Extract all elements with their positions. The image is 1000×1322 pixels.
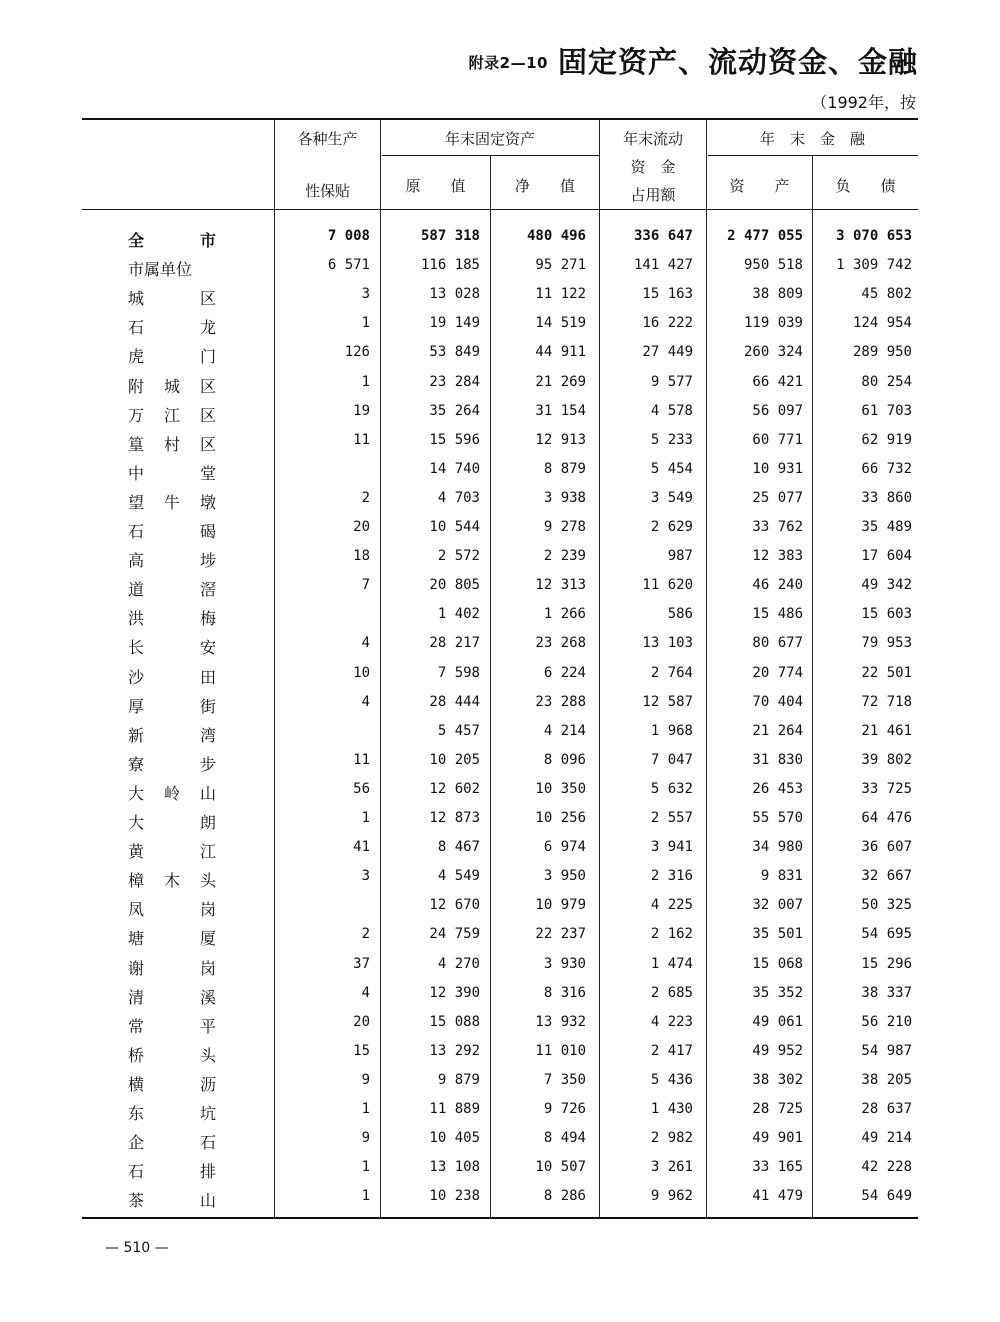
table-row [0,1101,1000,1130]
table-row [0,665,1000,694]
cell-c2: 10 205 [429,751,480,768]
cell-c6: 49 214 [861,1130,912,1147]
row-region-name: 寮步 [128,754,216,774]
cell-c1: 1 [361,1159,370,1176]
cell-c4: 987 [667,548,693,565]
table-row [0,1188,1000,1217]
cell-c1: 11 [353,751,370,768]
table-row [0,519,1000,548]
cell-c6: 64 476 [861,810,912,826]
cell-c1: 6 571 [327,257,370,274]
cell-c1: 7 008 [327,228,370,244]
cell-c1: 18 [353,548,370,565]
cell-c4: 9 577 [650,373,693,390]
row-region-name: 常平 [128,1016,216,1036]
cell-c3: 1 266 [543,606,586,623]
page-number: — 510 — [105,1240,169,1256]
cell-c4: 586 [667,606,693,623]
table-row [0,432,1000,461]
cell-c6: 3 070 653 [836,228,912,244]
cell-c2: 2 572 [437,548,480,565]
row-region-name: 虎门 [128,347,216,367]
table-row [0,577,1000,606]
cell-c6: 39 802 [861,751,912,768]
cell-c2: 587 318 [420,228,480,244]
cell-c4: 2 557 [650,810,693,826]
cell-c5: 70 404 [752,693,803,710]
cell-c5: 49 952 [752,1042,803,1059]
cell-c3: 22 237 [535,926,586,943]
cell-c6: 72 718 [861,693,912,710]
row-region-name: 洪梅 [128,609,216,629]
cell-c5: 15 486 [752,606,803,623]
cell-c2: 10 544 [429,519,480,535]
cell-c4: 5 233 [650,431,693,448]
cell-c6: 22 501 [861,664,912,681]
cell-c2: 12 873 [429,810,480,826]
cell-c6: 124 954 [852,315,912,332]
row-region-name: 大朗 [128,813,216,832]
cell-c5: 28 725 [752,1101,803,1117]
cell-c3: 12 313 [535,577,586,594]
table-title: 固定资产、流动资金、金融 [557,45,918,79]
cell-c1: 20 [353,519,370,535]
table-row [0,868,1000,897]
cell-c2: 13 108 [429,1159,480,1176]
cell-c2: 7 598 [437,664,480,681]
table-bottom-rule [82,1217,918,1219]
table-row [0,1159,1000,1188]
cell-c1: 56 [353,780,370,797]
table-row [0,548,1000,577]
table-row [0,956,1000,985]
table-row [0,286,1000,315]
header-fixed-assets: 年末固定资产 [444,130,535,148]
cell-c3: 6 974 [543,839,586,856]
row-region-name: 全市 [128,231,216,250]
cell-c3: 6 224 [543,664,586,681]
cell-c2: 116 185 [420,257,480,274]
cell-c5: 38 809 [752,286,803,303]
row-region-name: 黄江 [128,842,216,862]
cell-c6: 56 210 [861,1013,912,1030]
cell-c2: 11 889 [429,1101,480,1117]
row-region-name: 企石 [128,1133,216,1153]
table-row [0,461,1000,490]
group-rule-fixed [382,155,600,156]
cell-c2: 19 149 [429,315,480,332]
table-subtitle: （1992年，按 [811,93,916,112]
table-row [0,490,1000,519]
header-finance-assets: 资 产 [729,177,790,195]
table-row [0,926,1000,955]
cell-c5: 26 453 [752,780,803,797]
cell-c4: 2 417 [650,1042,693,1059]
cell-c3: 10 507 [535,1159,586,1176]
cell-c5: 21 264 [752,722,803,739]
cell-c2: 20 805 [429,577,480,594]
cell-c4: 4 578 [650,402,693,419]
cell-c1: 4 [361,984,370,1001]
cell-c3: 13 932 [535,1013,586,1030]
cell-c6: 289 950 [852,344,912,361]
page-title [469,40,918,81]
cell-c4: 141 427 [633,257,693,274]
cell-c1: 20 [353,1013,370,1030]
cell-c5: 66 421 [752,373,803,390]
table-row [0,1072,1000,1101]
cell-c4: 336 647 [633,228,693,244]
cell-c2: 14 740 [429,460,480,477]
row-region-name: 高埗 [128,551,216,571]
table-row [0,752,1000,781]
cell-c1: 9 [361,1130,370,1147]
row-region-name: 附城区 [128,376,216,396]
cell-c2: 5 457 [437,722,480,739]
cell-c6: 54 695 [861,926,912,943]
cell-c3: 14 519 [535,315,586,332]
cell-c5: 46 240 [752,577,803,594]
cell-c6: 80 254 [861,373,912,390]
cell-c5: 34 980 [752,839,803,856]
cell-c5: 32 007 [752,897,803,914]
cell-c3: 12 913 [535,431,586,448]
cell-c3: 8 096 [543,751,586,768]
cell-c4: 5 632 [650,780,693,797]
cell-c2: 13 292 [429,1042,480,1059]
cell-c6: 15 603 [861,606,912,623]
cell-c3: 11 010 [535,1042,586,1059]
cell-c6: 33 860 [861,489,912,506]
cell-c4: 2 982 [650,1130,693,1147]
header-current-bottom: 占用额 [630,186,676,204]
cell-c3: 8 494 [543,1130,586,1147]
row-region-name: 桥头 [128,1045,216,1065]
table-row [0,897,1000,926]
cell-c3: 9 278 [543,519,586,535]
cell-c6: 54 987 [861,1042,912,1059]
table-row [0,723,1000,752]
cell-c3: 8 316 [543,984,586,1001]
cell-c4: 2 685 [650,984,693,1001]
cell-c4: 9 962 [650,1188,693,1205]
cell-c5: 2 477 055 [727,228,803,244]
cell-c3: 31 154 [535,402,586,419]
table-row [0,1014,1000,1043]
cell-c6: 15 296 [861,955,912,972]
cell-c4: 3 941 [650,839,693,856]
row-region-name: 石排 [128,1162,216,1182]
cell-c5: 119 039 [743,315,803,332]
cell-c4: 12 587 [642,693,693,710]
cell-c5: 56 097 [752,402,803,419]
cell-c2: 10 238 [429,1188,480,1205]
cell-c6: 21 461 [861,722,912,739]
cell-c2: 4 270 [437,955,480,972]
cell-c1: 4 [361,635,370,652]
table-row-total [0,228,1000,257]
cell-c5: 9 831 [760,868,803,885]
group-rule-finance [708,155,918,156]
cell-c6: 42 228 [861,1159,912,1176]
cell-c2: 35 264 [429,402,480,419]
cell-c6: 32 667 [861,868,912,885]
table-row [0,344,1000,373]
row-region-name: 石龙 [128,318,216,338]
cell-c3: 3 938 [543,489,586,506]
cell-c5: 49 061 [752,1013,803,1030]
appendix-label: 附录2—10 [468,54,548,72]
row-region-name: 城区 [128,289,216,309]
cell-c6: 38 337 [861,984,912,1001]
cell-c6: 61 703 [861,402,912,419]
cell-c2: 12 602 [429,780,480,797]
cell-c5: 260 324 [743,344,803,361]
cell-c3: 9 726 [543,1101,586,1117]
cell-c3: 7 350 [543,1071,586,1088]
cell-c6: 45 802 [861,286,912,303]
header-c1-top: 各种生产 [297,130,358,148]
row-region-name: 清溪 [128,987,216,1007]
cell-c3: 4 214 [543,722,586,739]
cell-c6: 33 725 [861,780,912,797]
cell-c6: 1 309 742 [836,257,912,274]
cell-c3: 95 271 [535,257,586,274]
table-row [0,315,1000,344]
row-region-name: 沙田 [128,667,216,687]
header-fixed-net: 净 值 [514,177,575,195]
cell-c2: 13 028 [429,286,480,303]
row-region-name: 茶山 [128,1191,216,1211]
header-fixed-original: 原 值 [405,177,466,195]
cell-c5: 15 068 [752,955,803,972]
row-region-name: 篁村区 [128,434,216,454]
cell-c1: 126 [344,344,370,361]
cell-c2: 23 284 [429,373,480,390]
table-row [0,606,1000,635]
cell-c4: 16 222 [642,315,693,332]
cell-c4: 4 225 [650,897,693,914]
row-region-name: 新湾 [128,725,216,745]
cell-c1: 4 [361,693,370,710]
row-region-name: 樟木头 [128,871,216,891]
cell-c2: 24 759 [429,926,480,943]
cell-c1: 1 [361,1188,370,1205]
cell-c3: 480 496 [526,228,586,244]
cell-c6: 35 489 [861,519,912,535]
cell-c5: 10 931 [752,460,803,477]
cell-c3: 10 350 [535,780,586,797]
cell-c5: 12 383 [752,548,803,565]
cell-c1: 11 [353,431,370,448]
cell-c1: 1 [361,1101,370,1117]
table-row [0,257,1000,286]
cell-c6: 66 732 [861,460,912,477]
row-region-name: 市属单位 [128,260,193,280]
table-row [0,985,1000,1014]
table-row [0,839,1000,868]
cell-c4: 15 163 [642,286,693,303]
row-region-name: 石碣 [128,522,216,541]
cell-c5: 80 677 [752,635,803,652]
row-region-name: 塘厦 [128,929,216,949]
cell-c3: 3 950 [543,868,586,885]
cell-c2: 9 879 [437,1071,480,1088]
cell-c2: 12 670 [429,897,480,914]
cell-c4: 5 436 [650,1071,693,1088]
cell-c6: 17 604 [861,548,912,565]
row-region-name: 大岭山 [128,783,216,803]
cell-c3: 23 268 [535,635,586,652]
cell-c4: 2 316 [650,868,693,885]
cell-c2: 1 402 [437,606,480,623]
cell-c5: 55 570 [752,810,803,826]
cell-c1: 3 [361,286,370,303]
table-row [0,810,1000,839]
cell-c2: 4 703 [437,489,480,506]
row-region-name: 谢岗 [128,958,216,978]
cell-c3: 44 911 [535,344,586,361]
cell-c4: 7 047 [650,751,693,768]
row-region-name: 长安 [128,638,216,658]
cell-c3: 23 288 [535,693,586,710]
cell-c3: 10 979 [535,897,586,914]
cell-c4: 13 103 [642,635,693,652]
table-row [0,403,1000,432]
cell-c2: 28 217 [429,635,480,652]
cell-c4: 3 549 [650,489,693,506]
cell-c1: 41 [353,839,370,856]
row-region-name: 万江区 [128,405,216,425]
table-row [0,781,1000,810]
cell-c3: 21 269 [535,373,586,390]
cell-c6: 49 342 [861,577,912,594]
cell-c4: 2 629 [650,519,693,535]
cell-c1: 10 [353,664,370,681]
table-top-rule [82,118,918,120]
cell-c6: 50 325 [861,897,912,914]
cell-c4: 1 430 [650,1101,693,1117]
cell-c1: 3 [361,868,370,885]
cell-c3: 3 930 [543,955,586,972]
row-region-name: 横沥 [128,1074,216,1094]
cell-c2: 12 390 [429,984,480,1001]
cell-c1: 15 [353,1042,370,1059]
cell-c4: 4 223 [650,1013,693,1030]
cell-c5: 33 165 [752,1159,803,1176]
cell-c5: 49 901 [752,1130,803,1147]
table-row [0,1043,1000,1072]
cell-c4: 27 449 [642,344,693,361]
cell-c6: 38 205 [861,1071,912,1088]
cell-c1: 1 [361,373,370,390]
cell-c5: 35 352 [752,984,803,1001]
header-bottom-rule [82,209,918,210]
cell-c3: 10 256 [535,810,586,826]
cell-c4: 2 162 [650,926,693,943]
cell-c1: 2 [361,489,370,506]
row-region-name: 中堂 [128,463,216,483]
cell-c5: 25 077 [752,489,803,506]
cell-c1: 1 [361,315,370,332]
table-row [0,374,1000,403]
cell-c2: 53 849 [429,344,480,361]
cell-c5: 60 771 [752,431,803,448]
cell-c2: 10 405 [429,1130,480,1147]
row-region-name: 东坑 [128,1104,216,1123]
cell-c3: 8 879 [543,460,586,477]
row-region-name: 厚街 [128,696,216,716]
cell-c1: 19 [353,402,370,419]
cell-c4: 5 454 [650,460,693,477]
cell-c3: 8 286 [543,1188,586,1205]
cell-c4: 3 261 [650,1159,693,1176]
row-region-name: 道滘 [128,580,216,600]
cell-c5: 41 479 [752,1188,803,1205]
cell-c2: 28 444 [429,693,480,710]
header-finance: 年 末 金 融 [759,130,865,148]
cell-c1: 1 [361,810,370,826]
cell-c3: 2 239 [543,548,586,565]
cell-c2: 4 549 [437,868,480,885]
cell-c6: 36 607 [861,839,912,856]
cell-c4: 2 764 [650,664,693,681]
cell-c5: 950 518 [743,257,803,274]
header-c1-bottom: 性保贴 [304,182,350,200]
cell-c1: 9 [361,1071,370,1088]
header-current-mid: 资 金 [630,158,676,176]
cell-c2: 15 596 [429,431,480,448]
row-region-name: 凤岗 [128,900,216,920]
cell-c5: 31 830 [752,751,803,768]
cell-c6: 28 637 [861,1101,912,1117]
table-row [0,694,1000,723]
header-current-top: 年末流动 [622,130,683,148]
cell-c5: 38 302 [752,1071,803,1088]
header-finance-liabilities: 负 债 [835,177,896,195]
cell-c5: 35 501 [752,926,803,943]
cell-c6: 62 919 [861,431,912,448]
row-region-name: 望牛墩 [128,492,216,512]
cell-c6: 54 649 [861,1188,912,1205]
cell-c6: 79 953 [861,635,912,652]
table-row [0,635,1000,664]
cell-c5: 20 774 [752,664,803,681]
cell-c4: 1 474 [650,955,693,972]
cell-c2: 8 467 [437,839,480,856]
cell-c1: 37 [353,955,370,972]
table-row [0,1130,1000,1159]
cell-c4: 11 620 [642,577,693,594]
cell-c4: 1 968 [650,722,693,739]
cell-c5: 33 762 [752,519,803,535]
cell-c1: 7 [361,577,370,594]
cell-c2: 15 088 [429,1013,480,1030]
cell-c3: 11 122 [535,286,586,303]
cell-c1: 2 [361,926,370,943]
